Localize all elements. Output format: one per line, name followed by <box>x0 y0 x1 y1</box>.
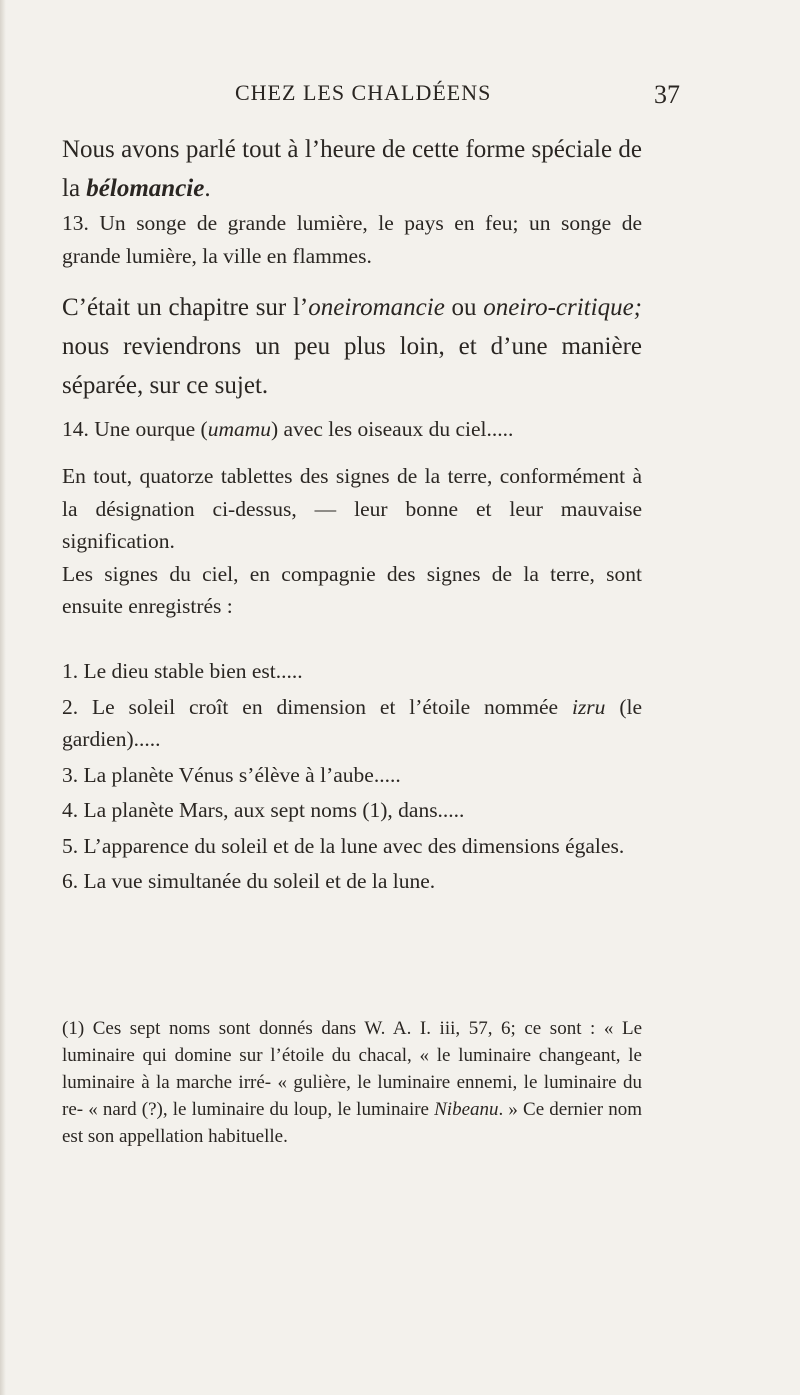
footnote-text: . » Ce dernier nom est son appellation habituelle. <box>62 1099 642 1147</box>
page-number: 37 <box>654 80 680 109</box>
paragraph-text: C’était un chapitre sur l’ <box>62 294 309 321</box>
paragraph-text: Les signes du ciel, en compagnie des signes de la terre, sont ensuite enregistrés : <box>62 561 642 618</box>
paragraph-belomancie <box>62 130 642 208</box>
running-title: CHEZ LES CHALDÉENS <box>235 80 492 105</box>
signs-list <box>62 655 642 898</box>
term-izru: izru <box>571 694 606 719</box>
term-oneirocritique: oneiro-critique; <box>483 294 642 321</box>
entry-14 <box>62 413 642 446</box>
page-edge <box>0 0 6 1395</box>
list-item-text: 2. Le soleil croît en dimension et l’étoile nommée <box>62 694 572 719</box>
paragraph-text: ou <box>444 294 484 321</box>
term-umamu: umamu <box>207 417 271 441</box>
list-item: 3. La planète Vénus s’élève à l’aube..... <box>62 762 401 787</box>
entry-text: ) avec les oiseaux du ciel..... <box>271 417 514 441</box>
paragraph-text: nous reviendrons un peu plus loin, et d’une manière séparée, sur ce sujet. <box>62 333 642 399</box>
footnote <box>62 1015 642 1150</box>
page-header <box>140 80 680 114</box>
list-item-text: (le gardien)..... <box>62 694 642 751</box>
paragraph-text: En tout, quatorze tablettes des signes de la terre, conformément à la désignation ci-dessus, — leur bonne et leur mauvaise signification. <box>62 464 642 553</box>
footnote-text: (1) Ces sept noms sont donnés dans W. A. I. iii, 57, 6; ce sont : « Le luminaire qui domine sur l’étoile du chacal, « le luminaire changeant, le luminaire à la marche irré- « gulière, le luminaire ennemi, le luminaire du re- « nard (?), le luminaire du loup, le luminaire <box>62 1018 642 1120</box>
list-item: 1. Le dieu stable bien est..... <box>62 659 303 683</box>
entry-13 <box>62 207 642 272</box>
term-oneiromancie: oneiromancie <box>308 294 445 321</box>
list-item: 5. L’apparence du soleil et de la lune avec des dimensions égales. <box>62 833 625 858</box>
paragraph-text: Nous avons parlé tout à l’heure de cette forme spéciale de la <box>62 136 642 202</box>
paragraph-summary <box>62 460 642 623</box>
entry-text: 13. Un songe de grande lumière, le pays en feu; un songe de grande lumière, la ville en flammes. <box>62 211 642 268</box>
list-item: 6. La vue simultanée du soleil et de la lune. <box>62 869 436 893</box>
list-item: 4. La planète Mars, aux sept noms (1), dans..... <box>62 798 465 822</box>
paragraph-oneiromancie <box>62 288 642 405</box>
paragraph-text: . <box>204 175 211 202</box>
term-belomancie: bélomancie <box>86 175 205 202</box>
term-nibeanu: Nibeanu <box>434 1099 499 1120</box>
entry-text: 14. Une ourque ( <box>62 417 208 441</box>
list-item <box>62 691 642 756</box>
